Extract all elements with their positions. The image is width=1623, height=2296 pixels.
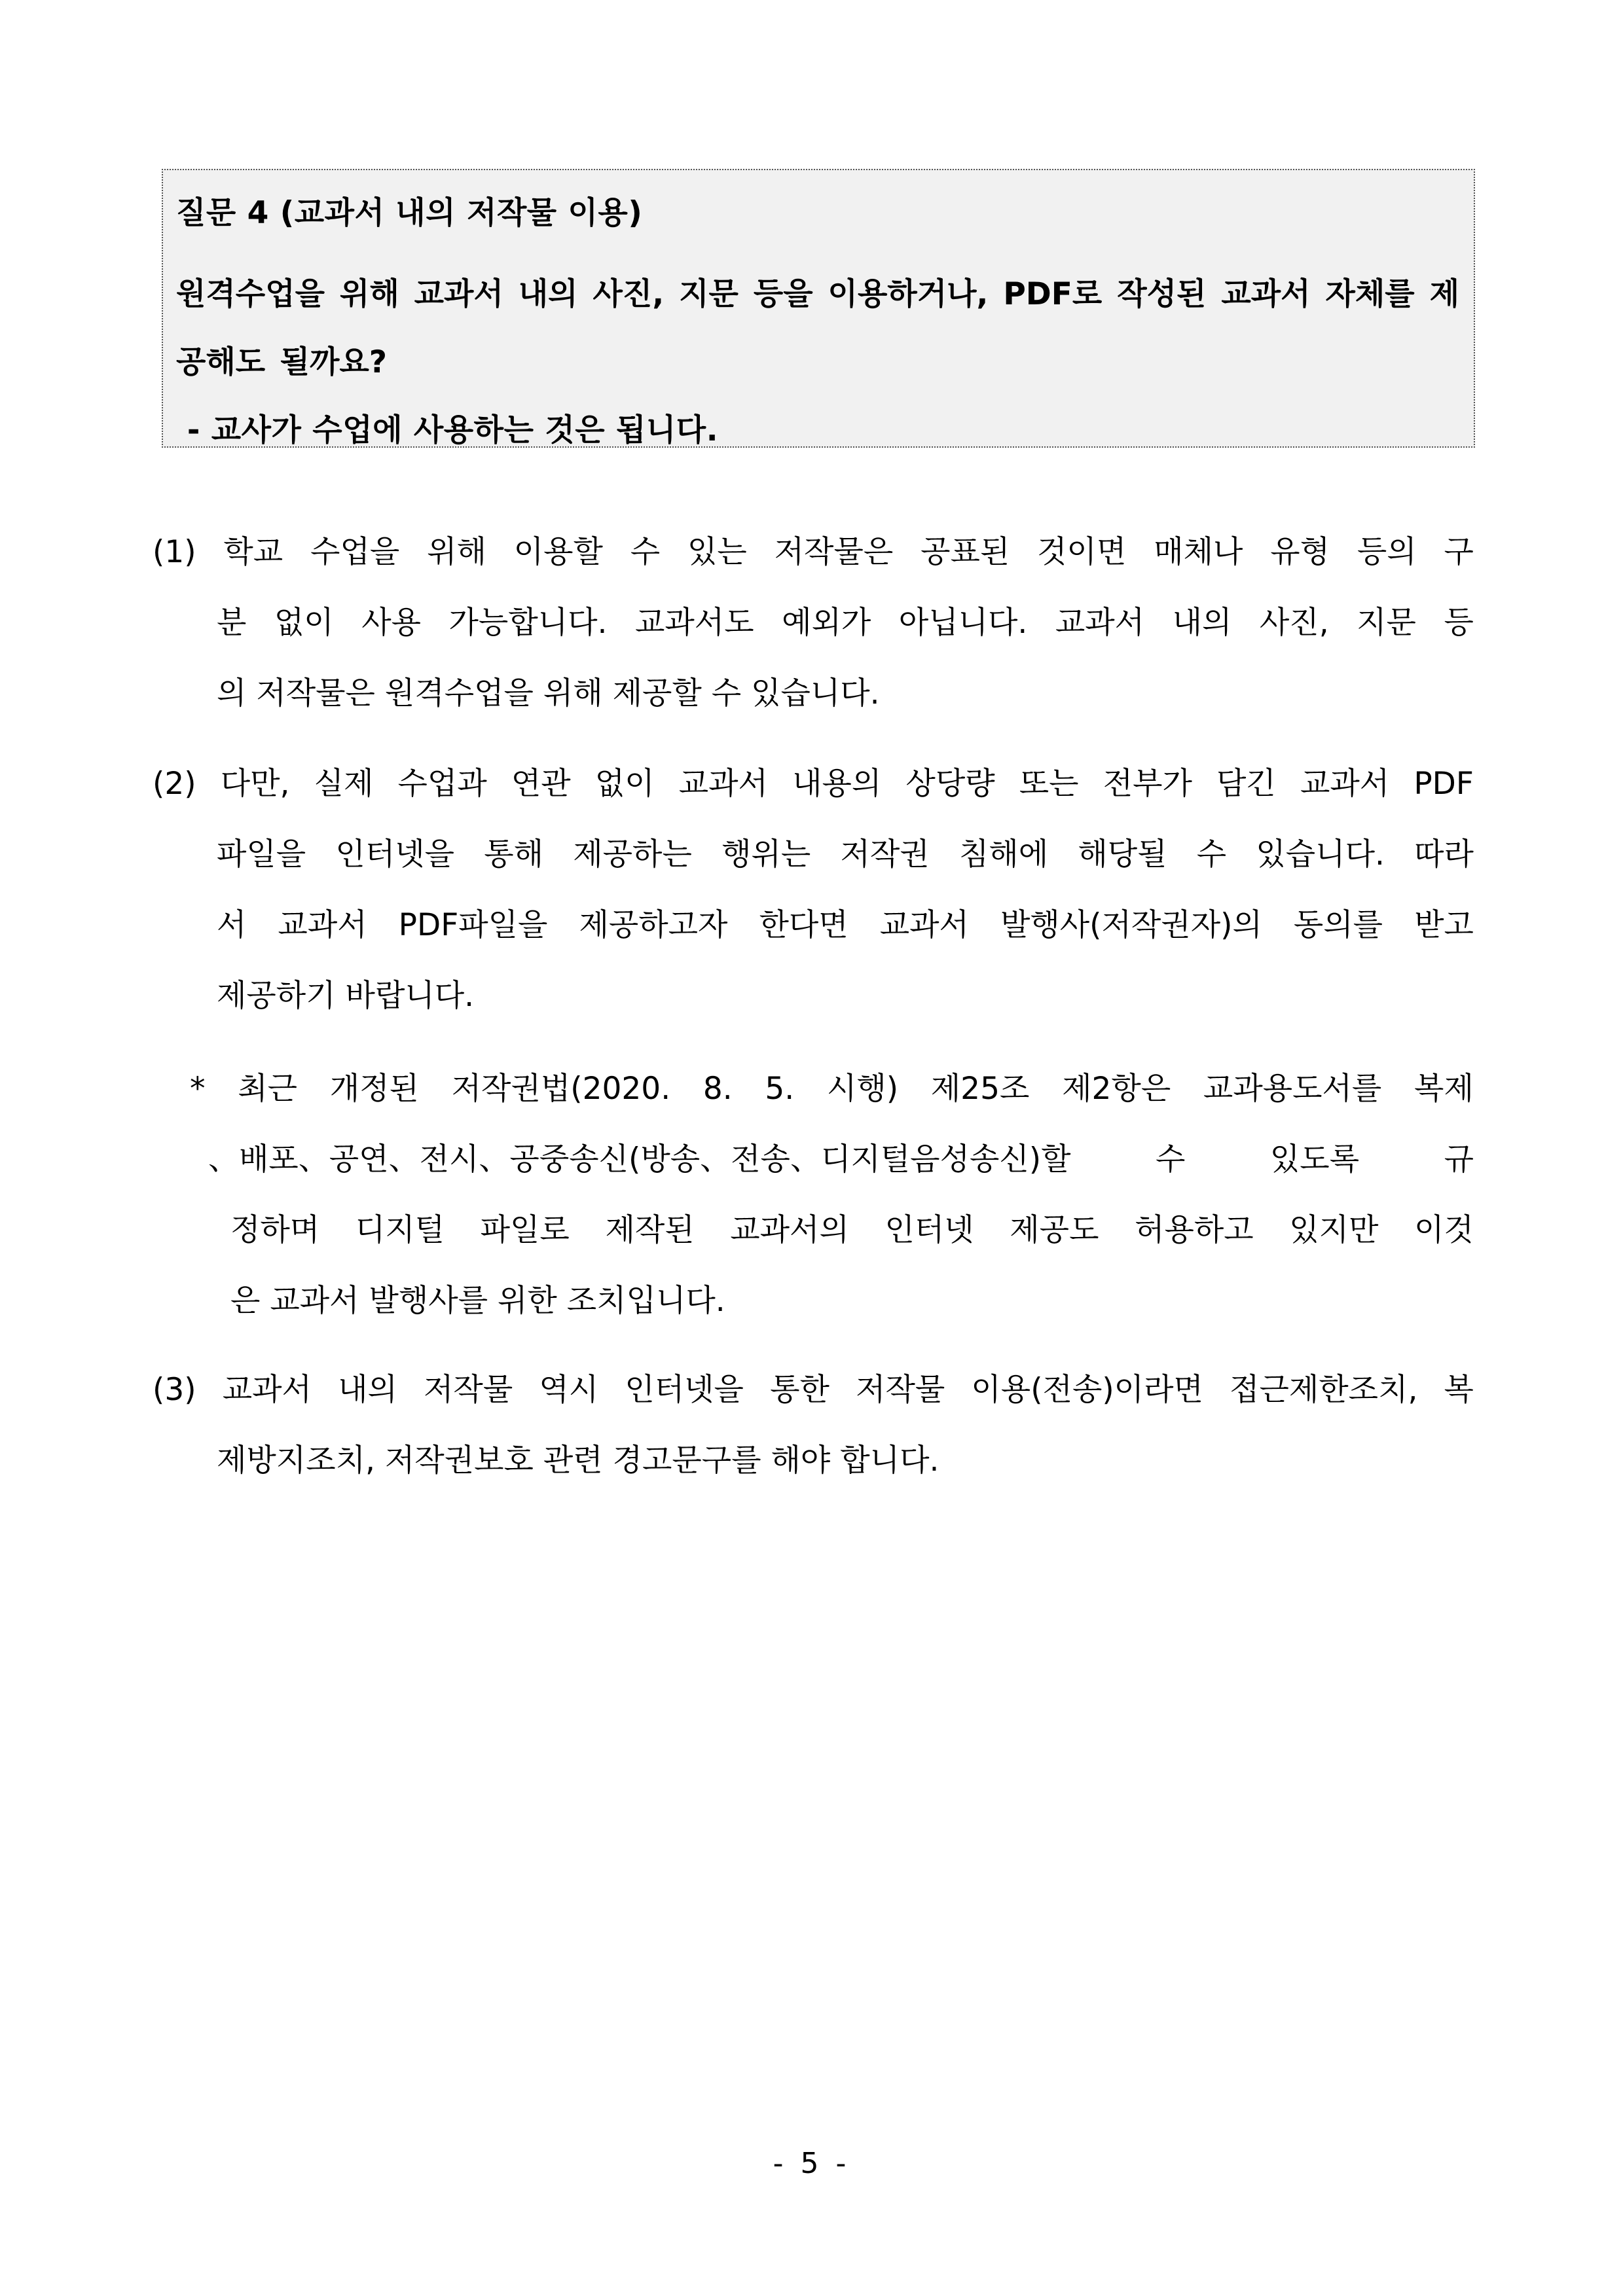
- word: 파일을: [217, 836, 306, 872]
- word: 인터넷을: [625, 1372, 744, 1408]
- word: 저작물은: [774, 534, 894, 570]
- word: 받고: [1414, 907, 1474, 943]
- word: 수업을: [310, 534, 400, 570]
- paragraph-line: 은 교과서 발행사를 위한 조치입니다.: [230, 1283, 725, 1319]
- paragraph-line: [153, 749, 1474, 819]
- word: 통한: [770, 1372, 830, 1408]
- word: 교과서: [879, 907, 969, 943]
- word: 디지털: [355, 1212, 445, 1248]
- word: 복: [1444, 1372, 1474, 1408]
- word: 수업과: [397, 766, 487, 802]
- word: 가능합니다.: [448, 605, 608, 641]
- word: 제공하는: [573, 836, 692, 872]
- word: 분: [217, 605, 247, 641]
- paragraph-line: 제방지조치, 저작권보호 관련 경고문구를 해야 합니다.: [217, 1443, 939, 1479]
- word: 통해: [484, 836, 544, 872]
- word: 서: [217, 907, 247, 943]
- word: 접근제한조치,: [1230, 1372, 1418, 1408]
- word: PDF파일을: [398, 907, 548, 943]
- word: 이용할: [513, 534, 603, 570]
- word: 내용의: [792, 766, 882, 802]
- word: 교과서: [678, 766, 768, 802]
- word: 등: [1444, 605, 1474, 641]
- paragraph-3: [153, 1355, 1474, 1496]
- word: 지문: [1357, 605, 1416, 641]
- paragraph-line: 의 저작물은 원격수업을 위해 제공할 수 있습니다.: [217, 675, 880, 711]
- word: 、배포、공연、전시、공중송신(방송、전송、디지털음성송신)할: [208, 1141, 1071, 1177]
- word: 인터넷을: [335, 836, 455, 872]
- page-number: - 5 -: [773, 2147, 850, 2180]
- word: 다만,: [220, 766, 290, 802]
- word: 연관: [511, 766, 571, 802]
- word: 8.: [702, 1071, 733, 1107]
- word: 교과서: [1300, 766, 1390, 802]
- paragraph-line: [153, 890, 1474, 961]
- word: 해당될: [1078, 836, 1167, 872]
- paragraph-line: [153, 588, 1474, 658]
- word: 수: [630, 534, 661, 570]
- word: 구: [1444, 534, 1474, 570]
- question-title: 질문 4 (교과서 내의 저작물 이용): [176, 195, 643, 231]
- paragraph-line: [153, 1355, 1474, 1426]
- word: 인터넷: [884, 1212, 974, 1248]
- word: 정하며: [230, 1212, 320, 1248]
- word: 교과용도서를: [1203, 1071, 1382, 1107]
- word: 이것: [1414, 1212, 1474, 1248]
- paragraph-line: [153, 819, 1474, 890]
- word: 학교: [223, 534, 283, 570]
- word: 실제: [314, 766, 374, 802]
- word: 또는: [1019, 766, 1079, 802]
- note-paragraph: [190, 1054, 1474, 1336]
- word: 있습니다.: [1256, 836, 1385, 872]
- word: 교과서의: [730, 1212, 849, 1248]
- word: 개정된: [329, 1071, 419, 1107]
- word: *: [190, 1071, 206, 1107]
- word: 교과서: [278, 907, 367, 943]
- word: 행위는: [721, 836, 811, 872]
- word: 파일로: [480, 1212, 570, 1248]
- word: 위해: [427, 534, 486, 570]
- question-body: 원격수업을 위해 교과서 내의 사진, 지문 등을 이용하거나, PDF로 작성된 교과서 자체를 제공해도 될까요?: [176, 276, 1459, 380]
- word: 저작권: [840, 836, 930, 872]
- word: (2): [153, 766, 196, 802]
- word: 동의를: [1293, 907, 1383, 943]
- word: 담긴: [1216, 766, 1276, 802]
- word: 제공하고자: [579, 907, 728, 943]
- paragraph-2: [153, 749, 1474, 1031]
- word: 역시: [539, 1372, 599, 1408]
- word: 이용(전송)이라면: [971, 1372, 1203, 1408]
- question-answer: - 교사가 수업에 사용하는 것은 됩니다.: [176, 412, 719, 448]
- question-box: [162, 169, 1475, 448]
- word: 교과서: [1055, 605, 1145, 641]
- word: 있지만: [1289, 1212, 1379, 1248]
- word: 5.: [765, 1071, 795, 1107]
- word: 발행사(저작권자)의: [1000, 907, 1262, 943]
- word: 수: [1156, 1141, 1186, 1177]
- word: 있는: [687, 534, 747, 570]
- word: 교과서도: [634, 605, 754, 641]
- word: 전부가: [1103, 766, 1192, 802]
- word: 시행): [826, 1071, 899, 1107]
- paragraph-line: [190, 1124, 1474, 1195]
- word: 저작권법(2020.: [451, 1071, 671, 1107]
- word: 한다면: [759, 907, 848, 943]
- word: 유형: [1270, 534, 1330, 570]
- word: 제2항은: [1062, 1071, 1171, 1107]
- word: PDF: [1413, 766, 1474, 802]
- word: 수: [1196, 836, 1227, 872]
- paragraph-line: 제공하기 바랍니다.: [217, 978, 475, 1014]
- paragraph-line: [190, 1054, 1474, 1124]
- word: 최근: [238, 1071, 298, 1107]
- word: 등의: [1357, 534, 1417, 570]
- word: 없이: [274, 605, 334, 641]
- word: 것이면: [1037, 534, 1127, 570]
- word: 사용: [361, 605, 422, 641]
- word: 매체나: [1154, 534, 1243, 570]
- word: 침해에: [958, 836, 1049, 872]
- word: 제공도: [1010, 1212, 1099, 1248]
- word: 내의: [1172, 605, 1232, 641]
- word: 규: [1444, 1141, 1474, 1177]
- word: 저작물: [424, 1372, 513, 1408]
- word: 제25조: [930, 1071, 1030, 1107]
- word: 복제: [1414, 1071, 1474, 1107]
- word: (3): [153, 1372, 196, 1408]
- word: 내의: [338, 1372, 397, 1408]
- word: 허용하고: [1135, 1212, 1254, 1248]
- word: 공표된: [921, 534, 1010, 570]
- paragraph-line: [153, 517, 1474, 588]
- paragraph-line: [190, 1195, 1474, 1266]
- word: 있도록: [1269, 1141, 1360, 1177]
- word: 따라: [1414, 836, 1474, 872]
- word: 아닙니다.: [898, 605, 1028, 641]
- word: 사진,: [1259, 605, 1329, 641]
- word: 교과서: [222, 1372, 312, 1408]
- word: 예외가: [782, 605, 871, 641]
- word: 없이: [594, 766, 655, 802]
- paragraph-1: [153, 517, 1474, 729]
- word: 제작된: [605, 1212, 695, 1248]
- word: 상당량: [905, 766, 995, 802]
- word: 저작물: [856, 1372, 945, 1408]
- word: (1): [153, 534, 196, 570]
